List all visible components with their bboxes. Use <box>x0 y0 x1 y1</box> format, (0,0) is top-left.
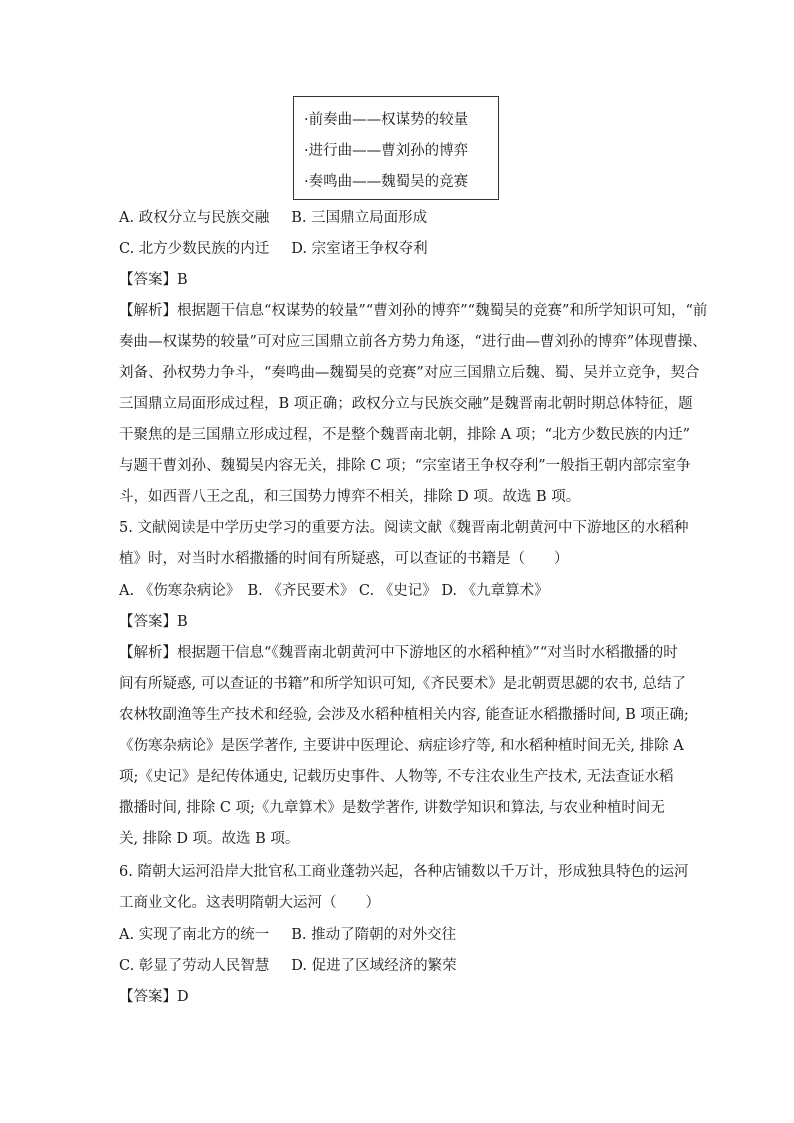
q5-answer: 【答案】B <box>119 614 188 630</box>
q6-stem <box>119 862 689 924</box>
q6-option-a: A. 实现了南北方的统一 <box>119 927 270 943</box>
analysis-line: 刘备、孙权势力争斗，“奏鸣曲—魏蜀吴的竞赛”对应三国鼎立后魏、蜀、吴并立竞争，契合 <box>119 365 700 381</box>
analysis-line: 《伤寒杂病论》是医学著作, 主要讲中医理论、病症诊疗等, 和水稻种植时间无关, 排除 A <box>119 738 684 754</box>
q5-analysis <box>119 643 689 860</box>
stem-line: 工商业文化。这表明隋朝大运河（ ） <box>119 895 380 911</box>
q4-options-row-1 <box>119 208 427 228</box>
q6-option-b: B. 推动了隋朝的对外交往 <box>291 927 457 943</box>
q6-options-row-1 <box>119 925 456 945</box>
analysis-line: 干聚焦的是三国鼎立形成过程，不是整个魏晋南北朝，排除 A 项；“北方少数民族的内迁” <box>119 427 691 443</box>
analysis-line: 与题干曹刘孙、魏蜀吴内容无关，排除 C 项；“宗室诸王争权夺利”一般指王朝内部宗室争 <box>119 458 691 474</box>
stem-line: 5. 文献阅读是中学历史学习的重要方法。阅读文献《魏晋南北朝黄河中下游地区的水稻种 <box>119 520 689 536</box>
q4-answer: 【答案】B <box>119 272 188 288</box>
stem-line: 6. 隋朝大运河沿岸大批官私工商业蓬勃兴起，各种店铺数以千万计，形成独具特色的运河 <box>119 864 689 880</box>
analysis-line: 农林牧副渔等生产技术和经验, 会涉及水稻种植相关内容, 能查证水稻撒播时间, B 项正确; <box>119 707 689 723</box>
q6-answer: 【答案】D <box>119 989 189 1005</box>
q6-option-d: D. 促进了区域经济的繁荣 <box>291 958 457 974</box>
analysis-line: 奏曲—权谋势的较量”可对应三国鼎立前各方势力角逐，“进行曲—曹刘孙的博弈”体现曹操、 <box>119 334 707 350</box>
q4-option-a: A. 政权分立与民族交融 <box>119 210 270 226</box>
q4-analysis <box>119 301 708 518</box>
q4-option-b: B. 三国鼎立局面形成 <box>291 210 428 226</box>
analysis-line: 【解析】根据题干信息“权谋势的较量”“曹刘孙的博弈”“魏蜀吴的竞赛”和所学知识可知，“前 <box>119 303 708 319</box>
analysis-line: 三国鼎立局面形成过程，B 项正确；政权分立与民族交融”是魏晋南北朝时期总体特征，题 <box>119 396 693 412</box>
material-box <box>293 96 499 200</box>
q4-option-c: C. 北方少数民族的内迁 <box>119 241 270 257</box>
stem-line: 植》时，对当时水稻撒播的时间有所疑惑，可以查证的书籍是（ ） <box>119 551 569 567</box>
q6-option-c: C. 彰显了劳动人民智慧 <box>119 958 270 974</box>
box-line: ·前奏曲——权谋势的较量 <box>304 112 469 128</box>
q4-option-d: D. 宗室诸王争权夺利 <box>291 241 428 257</box>
q6-options-row-2 <box>119 956 457 976</box>
analysis-line: 间有所疑惑, 可以查证的书籍”和所学知识可知,《齐民要术》是北朝贾思勰的农书, 总结了 <box>119 676 686 692</box>
box-line: ·奏鸣曲——魏蜀吴的竞赛 <box>304 174 469 190</box>
analysis-line: 斗，如西晋八王之乱，和三国势力博弈不相关，排除 D 项。故选 B 项。 <box>119 489 581 505</box>
q4-options-row-2 <box>119 239 428 259</box>
analysis-line: 项;《史记》是纪传体通史, 记载历史事件、人物等, 不专注农业生产技术, 无法查证水稻 <box>119 769 674 785</box>
q5-stem <box>119 518 689 580</box>
analysis-line: 撒播时间, 排除 C 项;《九章算术》是数学著作, 讲数学知识和算法, 与农业种植时间无 <box>119 800 665 816</box>
box-line: ·进行曲——曹刘孙的博弈 <box>304 143 469 159</box>
q5-options: A. 《伤寒杂病论》 B. 《齐民要术》 C. 《史记》 D. 《九章算术》 <box>119 583 549 599</box>
analysis-line: 【解析】根据题干信息“《魏晋南北朝黄河中下游地区的水稻种植》”“对当时水稻撒播的时 <box>119 645 678 661</box>
analysis-line: 关, 排除 D 项。故选 B 项。 <box>119 831 300 847</box>
